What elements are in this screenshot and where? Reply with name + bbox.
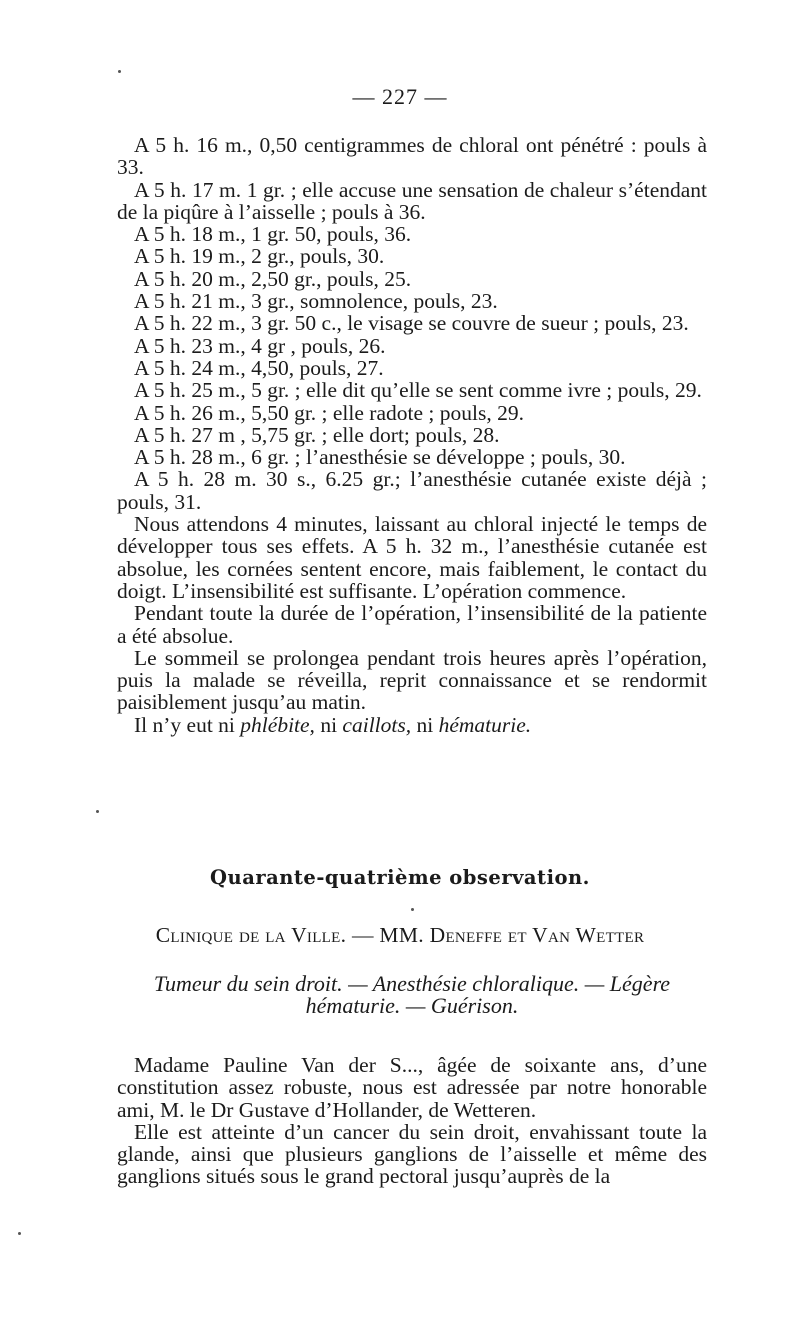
italic-term: caillots,: [342, 712, 412, 737]
complications-prefix: Il n’y eut ni: [134, 712, 241, 737]
clinic-name: Clinique de la Ville. — MM. Deneffe et Van Wetter: [155, 923, 645, 947]
log-entry: A 5 h. 18 m., 1 gr. 50, pouls, 36.: [134, 222, 412, 247]
paragraph: Nous attendons 4 minutes, laissant au chloral injecté le temps de développer tous ses effets. A 5 h. 32 m., l’anesthésie cutanée est absolue, les cornées sentent encore, mais faiblement, le contact du doigt. L’insensibilité est suffisante. L’opération commence.: [117, 512, 707, 603]
log-entry: A 5 h. 28 m. 30 s., 6.25 gr.; l’anesthésie cutanée existe déjà ; pouls, 31.: [117, 467, 707, 514]
print-speck: [118, 70, 121, 73]
log-entry: A 5 h. 17 m. 1 gr. ; elle accuse une sensation de chaleur s’étendant de la piqûre à l’aisselle ; pouls à 36.: [117, 177, 707, 224]
print-speck: [411, 908, 414, 911]
observation-heading: Quarante-quatrième observation.: [210, 866, 590, 889]
print-speck: [96, 810, 99, 813]
complications-line: [117, 714, 707, 736]
log-entry: A 5 h. 23 m., 4 gr , pouls, 26.: [134, 333, 386, 358]
log-entry: A 5 h. 20 m., 2,50 gr., pouls, 25.: [134, 266, 412, 291]
italic-term: phlébite,: [240, 712, 315, 737]
italic-term: hématurie.: [438, 712, 532, 737]
case-narrative: [117, 1054, 707, 1188]
connector: ni: [411, 712, 439, 737]
paragraph: Pendant toute la durée de l’opération, l’insensibilité de la patiente a été absolue.: [117, 601, 707, 648]
paragraph: Madame Pauline Van der S..., âgée de soixante ans, d’une constitution assez robuste, nous est adressée par notre honorable ami, M. le Dr Gustave d’Hollander, de Wetteren.: [117, 1053, 707, 1122]
log-entry: A 5 h. 22 m., 3 gr. 50 c., le visage se couvre de sueur ; pouls, 23.: [134, 311, 689, 336]
print-speck: [18, 1232, 21, 1235]
clinic-line: [0, 923, 800, 948]
connector: ni: [314, 712, 343, 737]
log-entry: A 5 h. 26 m., 5,50 gr. ; elle radote ; pouls, 29.: [134, 400, 524, 425]
log-entry: A 5 h. 27 m , 5,75 gr. ; elle dort; pouls, 28.: [134, 422, 500, 447]
log-entry: A 5 h. 21 m., 3 gr., somnolence, pouls, 23.: [134, 289, 498, 314]
log-entry: A 5 h. 24 m., 4,50, pouls, 27.: [134, 355, 384, 380]
page-number: — 227 —: [352, 84, 448, 109]
paragraph: Le sommeil se prolongea pendant trois heures après l’opération, puis la malade se réveilla, reprit connaissance et se rendormit paisiblement jusqu’au matin.: [117, 645, 707, 715]
paragraph: Elle est atteinte d’un cancer du sein droit, envahissant toute la glande, ainsi que plusieurs ganglions de l’aisselle et même des ganglions situés sous le grand pectoral jusqu’auprès de la: [117, 1119, 707, 1189]
log-entry: A 5 h. 19 m., 2 gr., pouls, 30.: [134, 244, 385, 269]
chloral-dosage-log: [117, 134, 707, 736]
log-entry: A 5 h. 28 m., 6 gr. ; l’anesthésie se développe ; pouls, 30.: [134, 445, 626, 470]
log-entry: A 5 h. 25 m., 5 gr. ; elle dit qu’elle se sent comme ivre ; pouls, 29.: [134, 378, 702, 403]
log-entry: A 5 h. 16 m., 0,50 centigrammes de chloral ont pénétré : pouls à 33.: [117, 133, 707, 180]
case-title: Tumeur du sein droit. — Anesthésie chloralique. — Légère hématurie. — Guérison.: [153, 971, 671, 1018]
